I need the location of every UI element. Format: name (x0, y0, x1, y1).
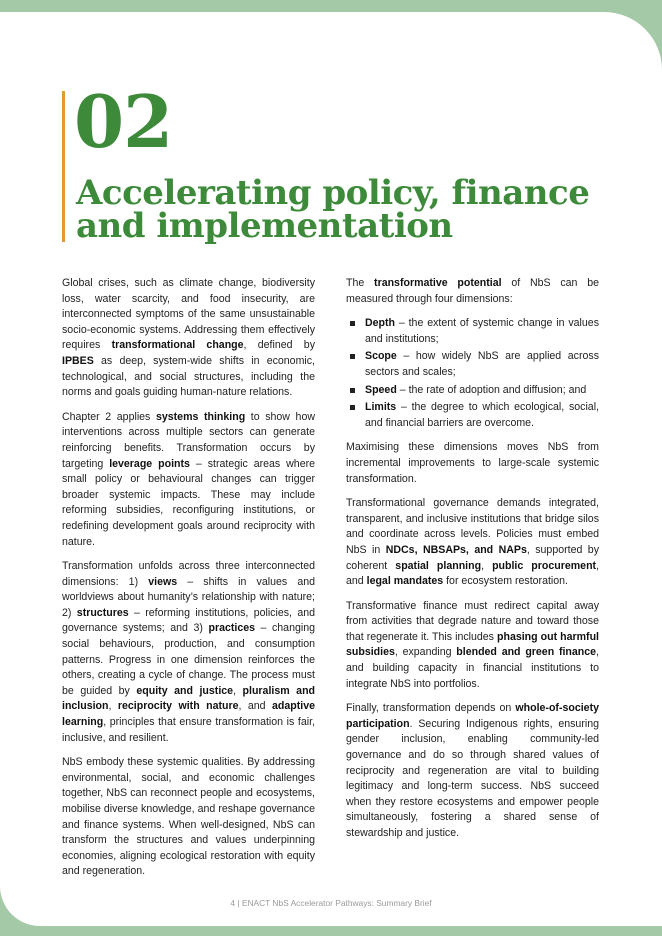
text: , (108, 700, 118, 713)
text: Transformation unfolds across three interconnected dimensions: 1) (62, 560, 315, 588)
bold-term: structures (76, 606, 129, 619)
left-column (62, 276, 315, 889)
bold-term: NDCs, NBSAPs, and NAPs (385, 543, 527, 556)
bold-term: transformative potential (374, 277, 502, 289)
bold-term: pluralism and inclusion (62, 684, 316, 713)
bold-term: Depth (365, 317, 396, 330)
text: – shifts in values and worldviews about humanity’s relationship with nature; 2) (62, 575, 315, 619)
bold-term: phasing out harmful subsidies (346, 630, 599, 659)
bold-term: public procurement (492, 559, 597, 572)
text: , (233, 684, 243, 697)
bold-term: legal mandates (366, 575, 444, 588)
list-item-scope (346, 349, 599, 380)
right-column (346, 276, 599, 851)
paragraph-nbs-embody (62, 755, 315, 880)
bold-term: IPBES (62, 354, 94, 367)
text: , defined by (243, 339, 315, 352)
text: – the extent of systemic change in values and institutions; (365, 317, 599, 345)
paragraph-three-dimensions (62, 559, 315, 746)
bold-term: transformational change (111, 339, 244, 352)
text: – changing social behaviours, production, and consumption patterns. Progress in one dimension reinforces the others, creating a cycle of change. The process must be guided by (62, 622, 315, 697)
text: , and (238, 700, 272, 713)
text: Transformative finance must redirect capital away from activities that degrade nature and toward those that regenerate it. This includes (346, 599, 599, 643)
text: NbS embody these systemic qualities. By addressing environmental, social, and economic challenges together, NbS can reconnect people and ecosystems, mobilise diverse knowledge, and reshape governance and finance systems. When well-designed, NbS can transform the structures and values underpinning economies, aligning ecological restoration with equity and regeneration. (62, 756, 315, 878)
bold-term: Speed (365, 383, 397, 396)
square-bullet-icon (350, 405, 355, 410)
text: , (481, 559, 493, 572)
text: Transformational governance demands integrated, transparent, and inclusive institutions that bridge silos and coordinate across levels. Policies must embed NbS in (346, 497, 599, 556)
text: – reforming institutions, policies, and governance systems; and 3) (62, 606, 316, 635)
bold-term: practices (208, 622, 255, 635)
dimensions-list (346, 316, 599, 431)
text: – how widely NbS are applied across sectors and scales; (365, 350, 599, 378)
bold-term: reciprocity with nature (117, 700, 239, 713)
text: – the rate of adoption and diffusion; and (396, 383, 587, 396)
text: Finally, transformation depends on (346, 702, 516, 715)
text: as deep, system-wide shifts in economic, technological, and social structures, including the norms and goals guiding human-nature relations. (62, 354, 315, 399)
list-item-depth (346, 316, 599, 347)
text: – the degree to which ecological, social, and financial barriers are overcome. (365, 401, 599, 429)
chapter-title: Accelerating policy, finance and implementation (76, 173, 590, 246)
bold-term: whole-of-society participation (346, 702, 599, 730)
text: The (346, 277, 375, 289)
text: of NbS can be measured through four dimensions: (346, 277, 599, 305)
text: Chapter 2 applies (62, 410, 156, 423)
text: Maximising these dimensions moves NbS from incremental improvements to large-scale systemic transformation. (346, 441, 599, 485)
text: for ecosystem restoration. (443, 575, 568, 588)
square-bullet-icon (350, 388, 355, 393)
list-item-limits (346, 400, 599, 431)
text: – strategic areas where small policy or behavioural changes can trigger broader systemic impacts. These may include reforming subsidies, reconfiguring institutions, or redefining development goals around reciprocity with nature. (62, 457, 316, 548)
text: , and (346, 559, 600, 588)
text: , and building capacity in financial institutions to integrate NbS into portfolios. (346, 646, 599, 690)
bold-term: equity and justice (136, 684, 234, 697)
bold-term: leverage points (109, 457, 190, 470)
bold-term: adaptive learning (62, 700, 315, 729)
bold-term: spatial planning (395, 559, 482, 572)
text: , supported by coherent (346, 543, 599, 572)
paragraph-global-crises (62, 276, 315, 401)
text: to show how interventions across multiple sectors can generate reinforcing benefits. Transformation occurs by targeting (62, 410, 315, 470)
chapter-number: 02 (74, 79, 173, 164)
paragraph-governance (346, 496, 599, 590)
text: . Securing Indigenous rights, ensuring gender inclusion, enabling community-led governance and do so through shared values of reciprocity and regeneration are vital to building legitimacy and long-term success. NbS succeed when they restore ecosystems and empower people simultaneously, fostering a shared sense of stewardship and justice. (346, 717, 599, 839)
bold-term: views (148, 575, 178, 588)
bold-term: systems thinking (155, 410, 246, 423)
text: , principles that ensure transformation is fair, inclusive, and resilient. (62, 716, 315, 744)
bold-term: Limits (365, 401, 397, 414)
paragraph-transformative-potential (346, 276, 599, 307)
paragraph-maximising (346, 440, 599, 487)
page-sheet (0, 12, 662, 926)
square-bullet-icon (350, 354, 355, 359)
paragraph-systems-thinking (62, 410, 315, 550)
text: , expanding (394, 646, 457, 659)
accent-bar (62, 91, 65, 242)
page-footer: 4 | ENACT NbS Accelerator Pathways: Summary Brief (230, 898, 432, 908)
text: Global crises, such as climate change, biodiversity loss, water scarcity, and food insecurity, are interconnected symptoms of the same unsustainable socio-economic systems. Addressing them effectively requires (62, 277, 315, 352)
paragraph-finance (346, 599, 599, 693)
bold-term: Scope (365, 350, 397, 363)
square-bullet-icon (350, 321, 355, 326)
bold-term: blended and green finance (456, 646, 597, 659)
list-item-speed (346, 383, 599, 399)
paragraph-participation (346, 701, 599, 841)
